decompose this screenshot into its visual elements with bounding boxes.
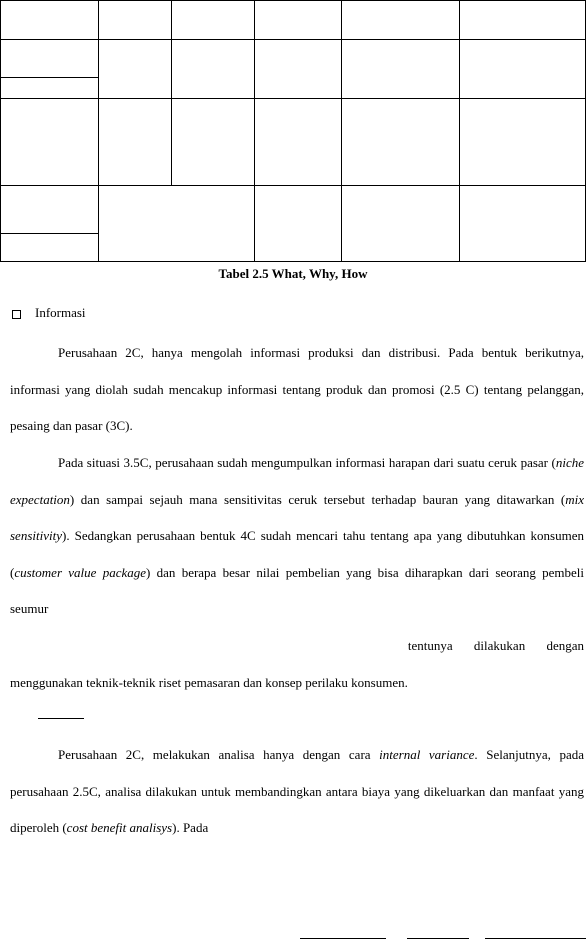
section-label: Informasi bbox=[35, 305, 86, 320]
table-rule bbox=[171, 0, 172, 186]
paragraph-3 bbox=[10, 737, 584, 847]
text-run: Pada situasi 3.5C, perusahaan sudah mengumpulkan informasi harapan dari suatu ceruk pasar ( bbox=[58, 455, 556, 470]
text-run: ) dan sampai sejauh mana sensitivitas ceruk tersebut terhadap bauran yang ditawarkan ( bbox=[69, 491, 566, 507]
table-rule bbox=[341, 0, 342, 262]
table-rule bbox=[0, 233, 98, 234]
short-rule bbox=[38, 718, 84, 719]
table-rule bbox=[0, 261, 480, 262]
footer-rule bbox=[300, 938, 386, 939]
paragraph-2-text bbox=[10, 445, 584, 628]
term: niche expectation bbox=[10, 455, 584, 507]
table-rule bbox=[0, 0, 1, 262]
what-why-how-table bbox=[0, 0, 586, 265]
paragraph-1-text: Perusahaan 2C, hanya mengolah informasi produksi dan distribusi. Pada bentuk berikutnya, informasi yang diolah sudah mencakup informasi tentang produk dan promosi (2.5 C) tentang pelanggan, pesaing dan pasar (3C). bbox=[10, 345, 584, 433]
text-run: Perusahaan 2C, melakukan analisa hanya dengan cara bbox=[58, 747, 380, 762]
table-rule bbox=[0, 185, 586, 186]
paragraph-2-continued bbox=[10, 628, 584, 665]
footer-rule bbox=[407, 938, 469, 939]
table-rule bbox=[0, 0, 586, 1]
paragraph-3-text bbox=[10, 737, 584, 847]
text-run: ). Pada bbox=[172, 820, 209, 835]
table-rule bbox=[480, 261, 586, 262]
term: internal variance bbox=[379, 747, 475, 762]
footer-rule bbox=[485, 938, 586, 939]
table-caption: Tabel 2.5 What, Why, How bbox=[218, 266, 368, 281]
checkbox-bullet-icon bbox=[12, 310, 21, 319]
text-run: . Selanjutnya, pada perusahaan 2.5C, analisa dilakukan untuk membandingkan antara biaya yang dikeluarkan dan manfaat yang diperoleh ( bbox=[10, 747, 584, 835]
term: cost benefit analisys bbox=[66, 820, 173, 835]
term: customer value package bbox=[14, 564, 147, 580]
text-run: tentunya dilakukan dengan bbox=[407, 638, 584, 653]
section-heading bbox=[12, 305, 86, 321]
table-rule bbox=[0, 39, 586, 40]
table-rule bbox=[0, 98, 586, 99]
text-run: ). Sedangkan perusahaan bentuk 4C sudah mencari tahu tentang apa yang dibutuhkan konsumen ( bbox=[10, 528, 584, 580]
table-rule bbox=[98, 0, 99, 262]
term: mix sensitivity bbox=[10, 491, 584, 543]
table-rule bbox=[459, 0, 460, 262]
table-rule bbox=[0, 77, 98, 78]
paragraph-2 bbox=[10, 445, 584, 628]
paragraph-1 bbox=[10, 335, 584, 445]
text-run: ) dan berapa besar nilai pembelian yang bisa diharapkan dari seorang pembeli seumur bbox=[10, 564, 584, 616]
text-run: menggunakan teknik-teknik riset pemasaran dan konsep perilaku konsumen. bbox=[10, 675, 408, 690]
paragraph-2-end bbox=[10, 665, 584, 702]
table-rule bbox=[254, 0, 255, 262]
